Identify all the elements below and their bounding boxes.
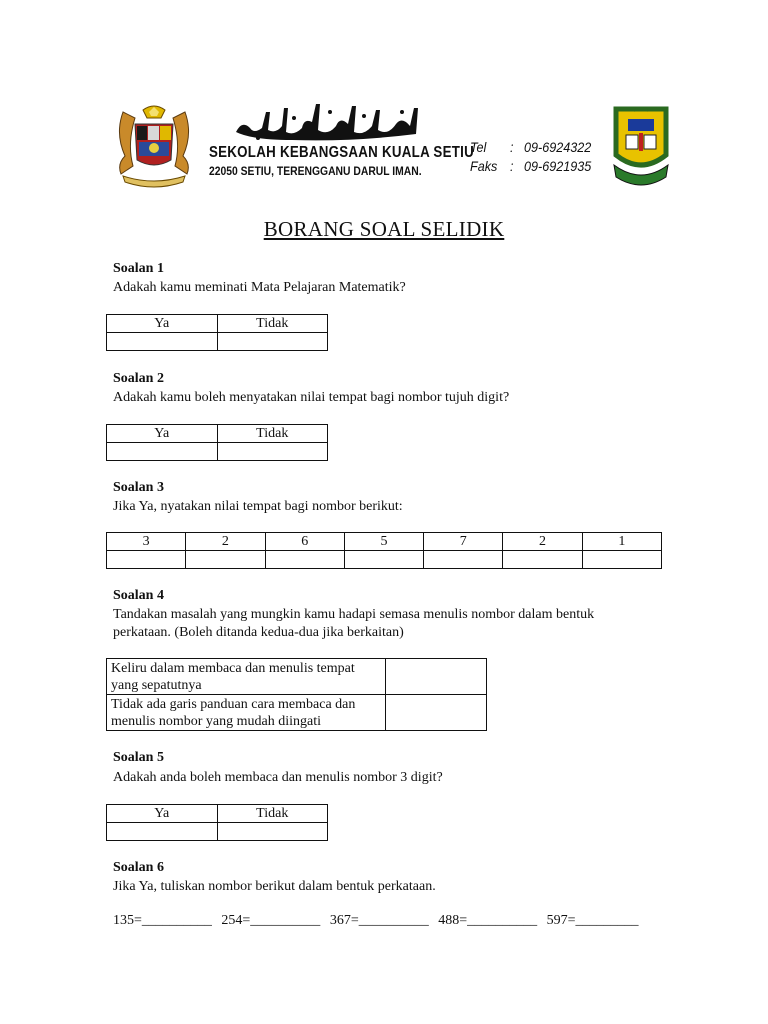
digit-cell: 6 [265, 533, 344, 551]
problem-option-2: Tidak ada garis panduan cara membaca dan menulis nombor yang mudah diingati [107, 695, 386, 731]
option-tidak: Tidak [217, 805, 328, 823]
tick-cell-2[interactable] [386, 695, 487, 731]
digit-cell: 3 [107, 533, 186, 551]
answer-cell-tidak[interactable] [217, 333, 328, 351]
question-5-text: Adakah anda boleh membaca dan menulis nombor 3 digit? [113, 770, 443, 785]
faks-number: 09-6921935 [524, 158, 592, 174]
tel-number: 09-6924322 [524, 139, 592, 155]
answer-cell-ya[interactable] [107, 333, 218, 351]
form-title: BORANG SOAL SELIDIK [263, 217, 505, 241]
question-6-label: Soalan 6 [113, 860, 164, 875]
question-4-text: Tandakan masalah yang mungkin kamu hadapi semasa menulis nombor dalam bentuk perkataan. (Boleh ditanda kedua-dua jika berkaitan) [113, 607, 595, 640]
school-address: 22050 SETIU, TERENGGANU DARUL IMAN. [209, 166, 422, 178]
question-3-text: Jika Ya, nyatakan nilai tempat bagi nombor berikut: [113, 499, 403, 514]
question-2-text: Adakah kamu boleh menyatakan nilai tempat bagi nombor tujuh digit? [113, 390, 510, 405]
place-value-answer-cell[interactable] [424, 551, 503, 569]
blank-135[interactable]: 135=__________ [113, 913, 212, 928]
place-value-answer-cell[interactable] [107, 551, 186, 569]
option-tidak: Tidak [217, 315, 328, 333]
faks-label: Faks [470, 158, 498, 174]
answer-cell-tidak[interactable] [217, 823, 328, 841]
answer-cell-ya[interactable] [107, 443, 218, 461]
digit-cell: 7 [424, 533, 503, 551]
question-4-problem-table [106, 658, 487, 731]
blank-488[interactable]: 488=__________ [438, 913, 538, 928]
question-3-digit-table [106, 532, 662, 569]
question-1-label: Soalan 1 [113, 261, 164, 276]
question-3-label: Soalan 3 [113, 480, 164, 495]
place-value-answer-cell[interactable] [582, 551, 661, 569]
jawi-school-name-calligraphy [232, 98, 426, 142]
option-tidak: Tidak [217, 425, 328, 443]
problem-option-1: Keliru dalam membaca dan menulis tempat yang sepatutnya [107, 659, 386, 695]
answer-cell-ya[interactable] [107, 823, 218, 841]
blank-597[interactable]: 597=_________ [546, 913, 639, 928]
faks-colon: : [510, 158, 514, 174]
place-value-answer-cell[interactable] [186, 551, 265, 569]
answer-cell-tidak[interactable] [217, 443, 328, 461]
blank-367[interactable]: 367=__________ [329, 913, 429, 928]
digit-cell: 2 [186, 533, 265, 551]
question-2-label: Soalan 2 [113, 371, 164, 386]
question-1-answer-table [106, 314, 328, 351]
question-5-answer-table [106, 804, 328, 841]
digit-cell: 1 [582, 533, 661, 551]
digit-cell: 5 [344, 533, 423, 551]
school-name: SEKOLAH KEBANGSAAN KUALA SETIU [209, 144, 474, 161]
tel-colon: : [510, 139, 514, 155]
option-ya: Ya [107, 425, 218, 443]
place-value-answer-cell[interactable] [344, 551, 423, 569]
question-6-text: Jika Ya, tuliskan nombor berikut dalam bentuk perkataan. [113, 879, 436, 894]
question-5-label: Soalan 5 [113, 750, 164, 765]
question-4-label: Soalan 4 [113, 588, 164, 603]
blank-254[interactable]: 254=__________ [221, 913, 321, 928]
question-1-text: Adakah kamu meminati Mata Pelajaran Matematik? [113, 280, 406, 295]
number-to-words-blanks [113, 913, 645, 929]
tel-label: Tel [470, 139, 487, 155]
tick-cell-1[interactable] [386, 659, 487, 695]
option-ya: Ya [107, 315, 218, 333]
malaysia-coat-of-arms-logo [113, 104, 195, 188]
question-2-answer-table [106, 424, 328, 461]
place-value-answer-cell[interactable] [265, 551, 344, 569]
option-ya: Ya [107, 805, 218, 823]
school-crest-logo [610, 105, 672, 191]
digit-cell: 2 [503, 533, 582, 551]
place-value-answer-cell[interactable] [503, 551, 582, 569]
